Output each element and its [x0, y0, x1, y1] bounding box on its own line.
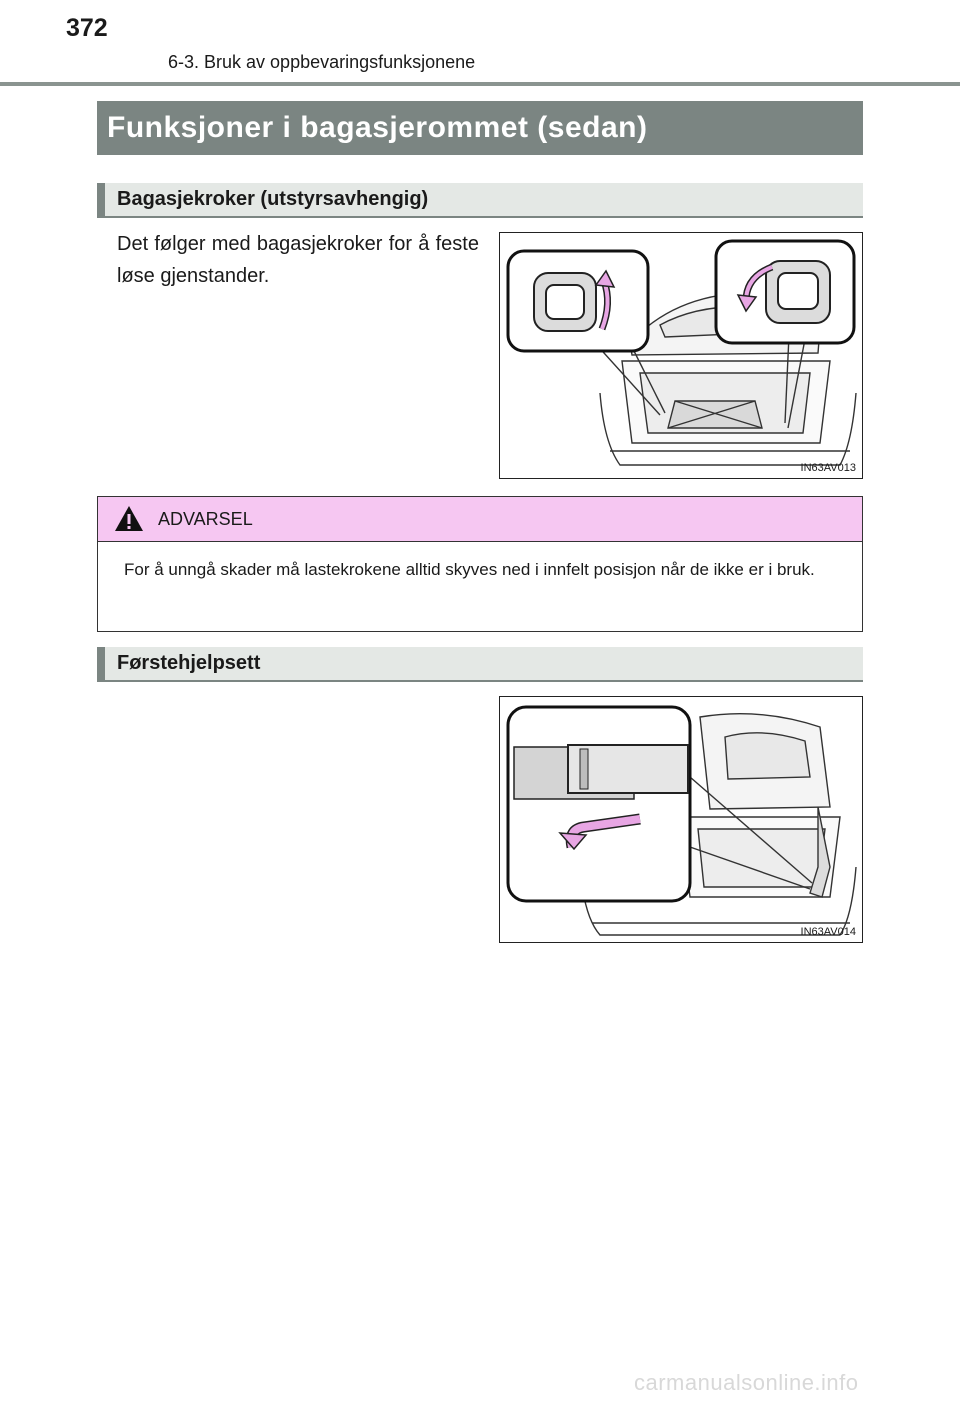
first-aid-kit-illustration — [500, 697, 862, 942]
warning-label: ADVARSEL — [158, 509, 253, 529]
warning-box — [97, 496, 863, 632]
figure-code-2: IN63AV014 — [800, 926, 856, 938]
warning-text: For å unngå skader må lastekrokene alltid skyves ned i innfelt posisjon når de ikke er i bruk. — [124, 560, 815, 579]
header-rule — [0, 82, 960, 86]
section-heading-first-aid: Førstehjelpsett — [97, 647, 863, 682]
figure-code-1: IN63AV013 — [800, 462, 856, 474]
page-title: Funksjoner i bagasjerommet (sedan) — [97, 101, 863, 155]
warning-header — [98, 497, 862, 542]
watermark: carmanualsonline.info — [634, 1370, 859, 1395]
trunk-hooks-illustration — [500, 233, 862, 478]
section-heading-hooks: Bagasjekroker (utstyrsavhengig) — [97, 183, 863, 218]
figure-first-aid-kit — [499, 696, 863, 943]
chapter-title: 6-3. Bruk av oppbevaringsfunksjonene — [168, 52, 476, 72]
page-number: 372 — [66, 14, 108, 42]
warning-triangle-icon — [114, 505, 144, 532]
figure-luggage-hooks — [499, 232, 863, 479]
hooks-description: Det følger med bagasjekroker for å feste løse gjenstander. — [117, 233, 479, 287]
